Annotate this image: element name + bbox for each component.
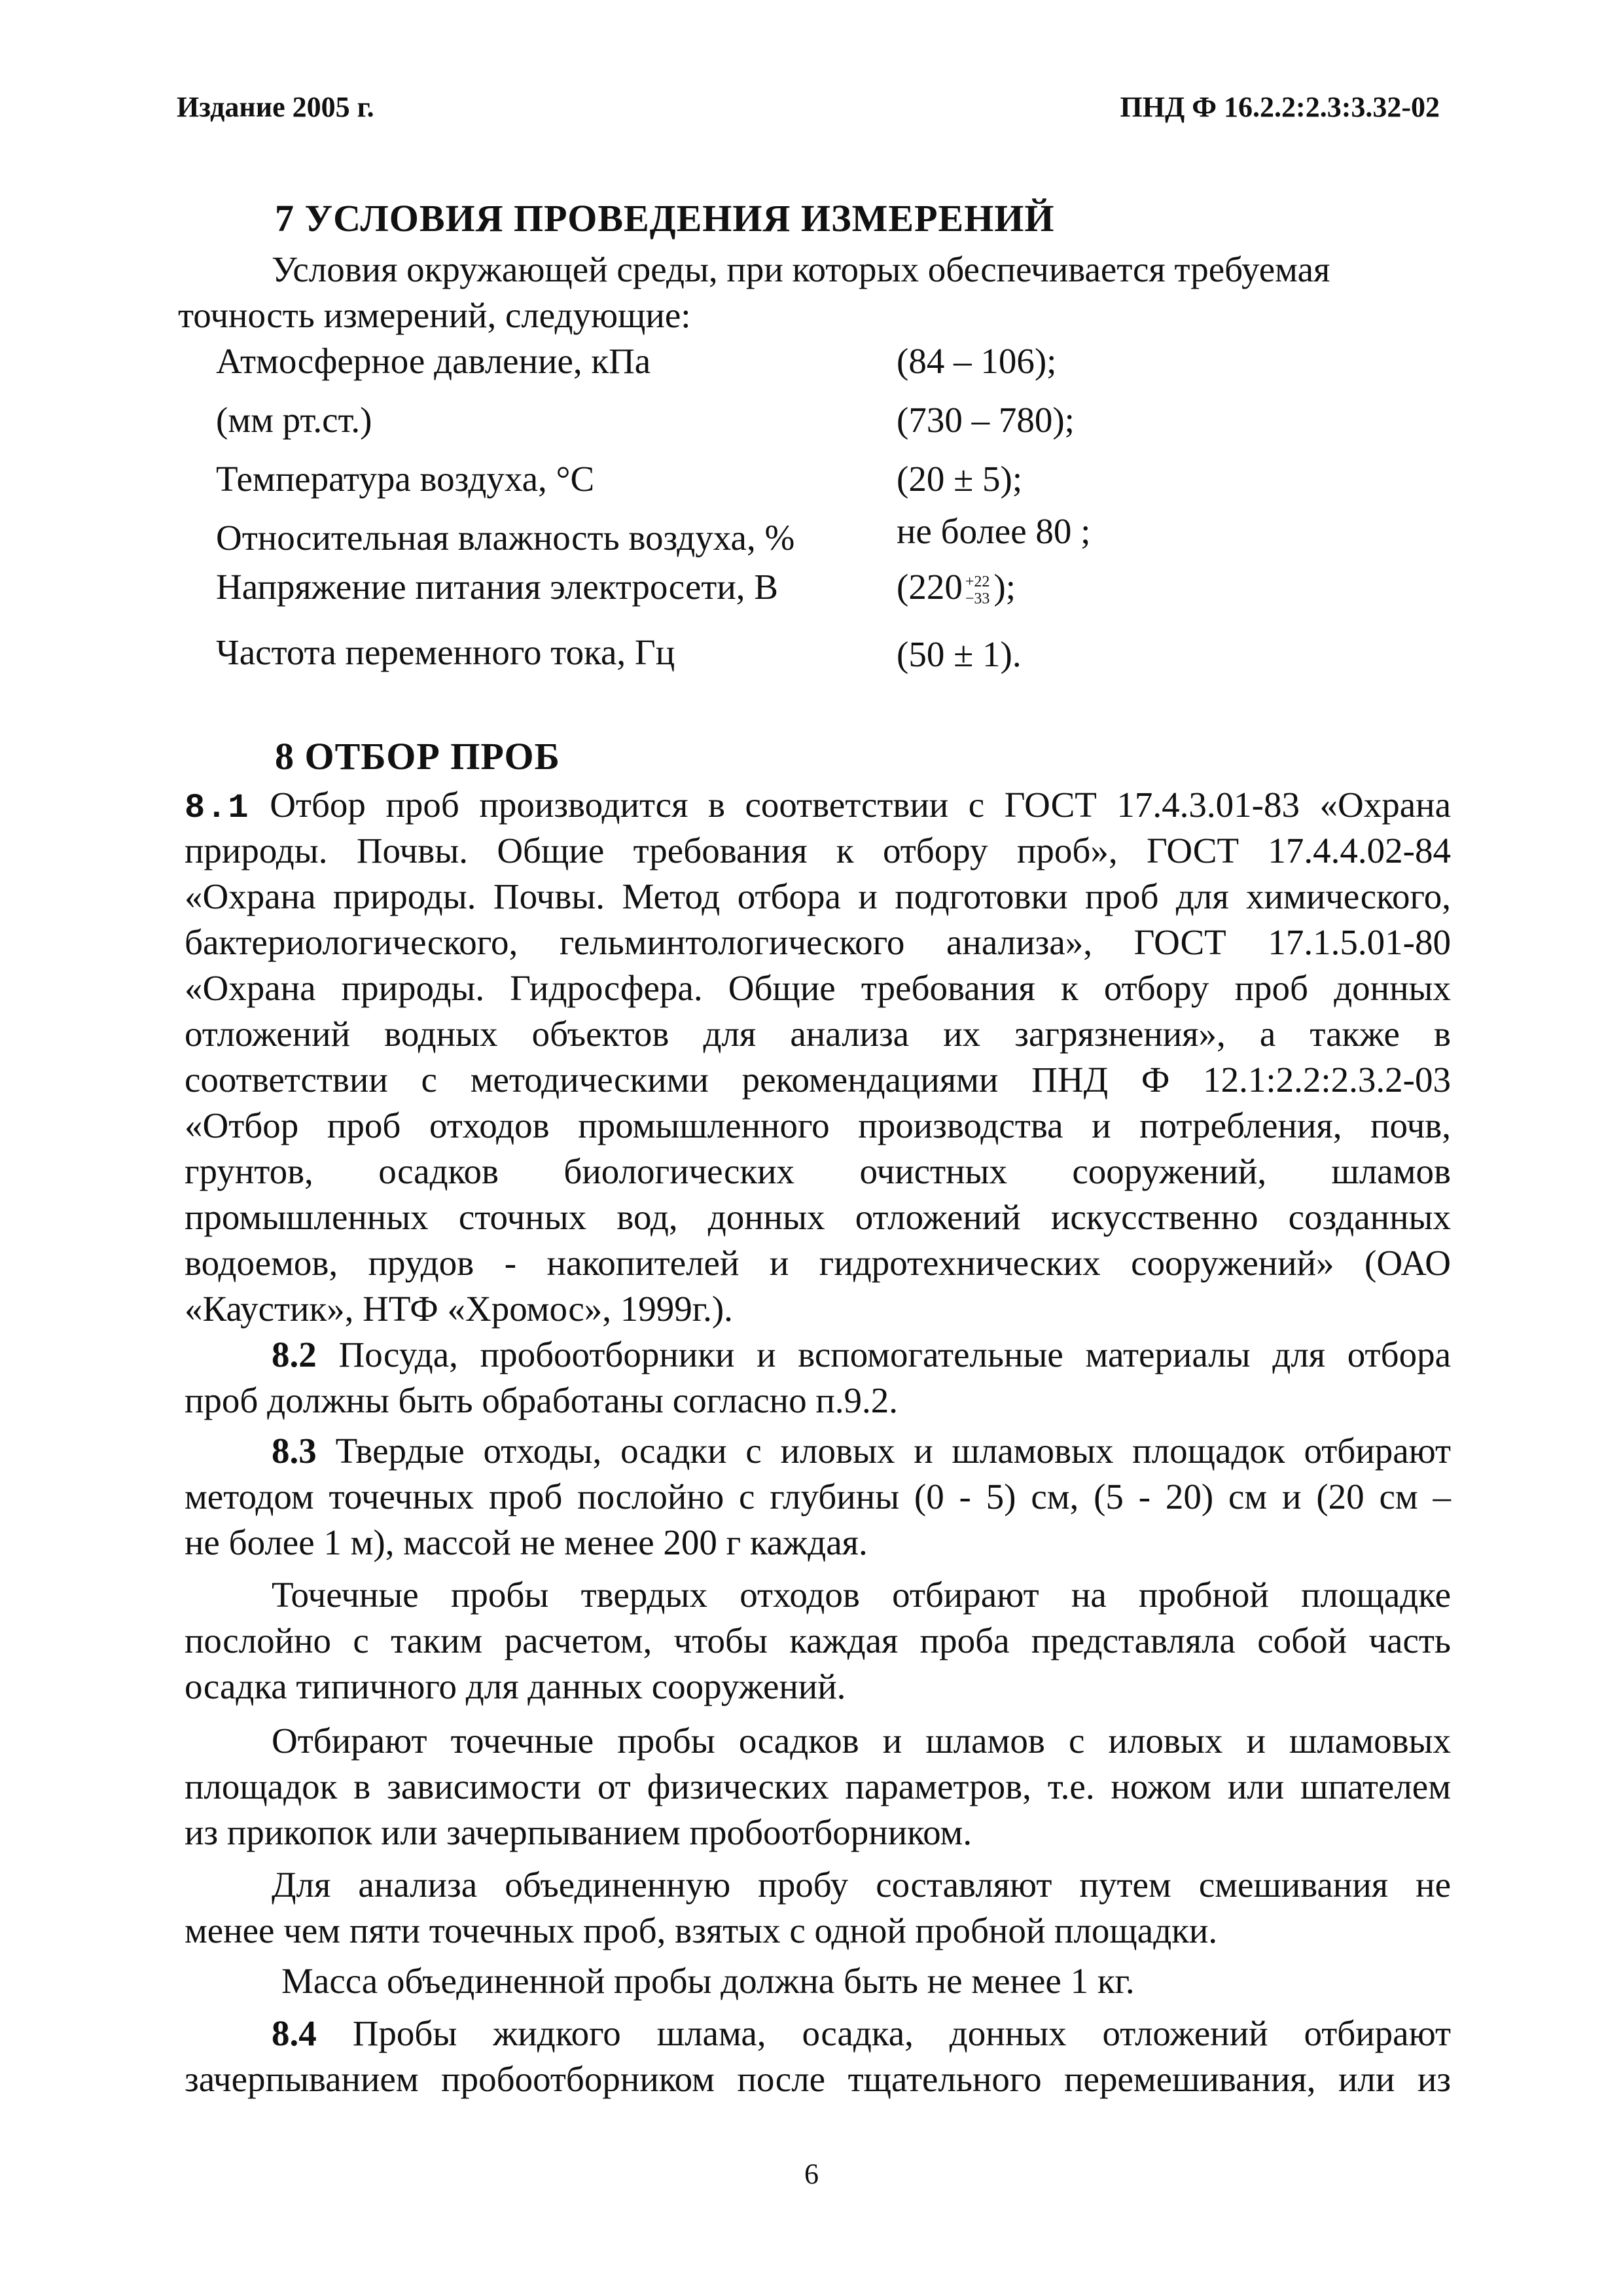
paragraph-line: осадка типичного для данных сооружений. [185,1666,846,1706]
paragraph-line: зачерпыванием пробоотборником после тщательного перемешивания, или из [185,2059,1451,2099]
page-number: 6 [804,2158,819,2190]
section-8-heading: 8 ОТБОР ПРОБ [275,735,560,778]
voltage-suffix: ); [993,567,1016,607]
paragraph-line: не более 1 м), массой не менее 200 г каждая. [185,1522,868,1562]
paragraph-line: менее чем пяти точечных проб, взятых с одной пробной площадки. [185,1910,1218,1950]
section-7-intro-line: точность измерений, следующие: [178,295,691,335]
condition-label: Относительная влажность воздуха, % [216,518,795,558]
paragraph-line: бактериологического, гельминтологического анализа», ГОСТ 17.1.5.01-80 [185,922,1451,962]
condition-label: Температура воздуха, °С [216,459,595,499]
clause-number: 8.4 [272,2013,317,2053]
voltage-nominal: (220 [897,567,963,607]
paragraph-line: отложений водных объектов для анализа их загрязнения», а также в [185,1014,1451,1054]
condition-value: не более 80 ; [897,511,1091,551]
condition-label: (мм рт.ст.) [216,400,372,440]
paragraph-line: 8.4 Пробы жидкого шлама, осадка, донных отложений отбирают [272,2013,1451,2053]
paragraph-line: «Каустик», НТФ «Хромос», 1999г.). [185,1289,733,1329]
condition-label: Частота переменного тока, Гц [216,632,675,672]
paragraph-line: площадок в зависимости от физических параметров, т.е. ножом или шпателем [185,1767,1451,1806]
paragraph-line: «Охрана природы. Почвы. Метод отбора и подготовки проб для химического, [185,876,1451,916]
condition-value: (50 ± 1). [897,634,1022,674]
paragraph-line: «Охрана природы. Гидросфера. Общие требования к отбору проб донных [185,968,1451,1008]
paragraph-line: Отбирают точечные пробы осадков и шламов с иловых и шламовых [272,1721,1451,1761]
paragraph-line: промышленных сточных вод, донных отложений искусственно созданных [185,1197,1451,1237]
document-code: ПНД Ф 16.2.2:2.3:3.32-02 [1120,91,1440,123]
paragraph-line: методом точечных проб послойно с глубины (0 - 5) см, (5 - 20) см и (20 см – [185,1477,1451,1516]
paragraph-line: 8.3 Твердые отходы, осадки с иловых и шламовых площадок отбирают [272,1431,1452,1471]
paragraph-line: Масса объединенной пробы должна быть не менее 1 кг. [281,1961,1135,2001]
section-7-heading: 7 УСЛОВИЯ ПРОВЕДЕНИЯ ИЗМЕРЕНИЙ [275,197,1055,240]
clause-number: 8.2 [272,1335,317,1374]
section-7-intro-line: Условия окружающей среды, при которых обеспечивается требуемая [272,249,1330,289]
paragraph-line: Для анализа объединенную пробу составляют путем смешивания не [272,1865,1451,1905]
tolerance-lower: −33 [965,590,990,608]
condition-label: Атмосферное давление, кПа [216,341,651,381]
condition-value: (730 – 780); [897,400,1075,440]
condition-value: (84 – 106); [897,341,1057,381]
paragraph-line: проб должны быть обработаны согласно п.9.2. [185,1380,899,1420]
tolerance-upper: +22 [965,573,990,591]
paragraph-line: Точечные пробы твердых отходов отбирают на пробной площадке [272,1575,1451,1615]
edition-label: Издание 2005 г. [177,91,374,123]
paragraph-line: 8.2 Посуда, пробоотборники и вспомогательные материалы для отбора [272,1335,1451,1374]
paragraph-line: «Отбор проб отходов промышленного производства и потребления, почв, [185,1105,1451,1145]
paragraph-line: 8.1 Отбор проб производится в соответствии с ГОСТ 17.4.3.01-83 «Охрана [185,785,1452,827]
paragraph-line: природы. Почвы. Общие требования к отбору проб», ГОСТ 17.4.4.02-84 [185,831,1451,870]
condition-value-voltage [897,566,1016,607]
paragraph-line: соответствии с методическими рекомендациями ПНД Ф 12.1:2.2:2.3.2-03 [185,1060,1451,1100]
condition-label: Напряжение питания электросети, В [216,567,778,607]
clause-number: 8.1 [185,789,250,827]
paragraph-line: водоемов, прудов - накопителей и гидротехнических сооружений» (ОАО [185,1243,1451,1283]
clause-number: 8.3 [272,1431,317,1471]
paragraph-line: послойно с таким расчетом, чтобы каждая проба представляла собой часть [185,1621,1451,1660]
voltage-tolerance [965,573,990,607]
condition-value: (20 ± 5); [897,459,1023,499]
paragraph-line: из прикопок или зачерпыванием пробоотборником. [185,1812,972,1852]
paragraph-line: грунтов, осадков биологических очистных сооружений, шламов [185,1151,1451,1191]
